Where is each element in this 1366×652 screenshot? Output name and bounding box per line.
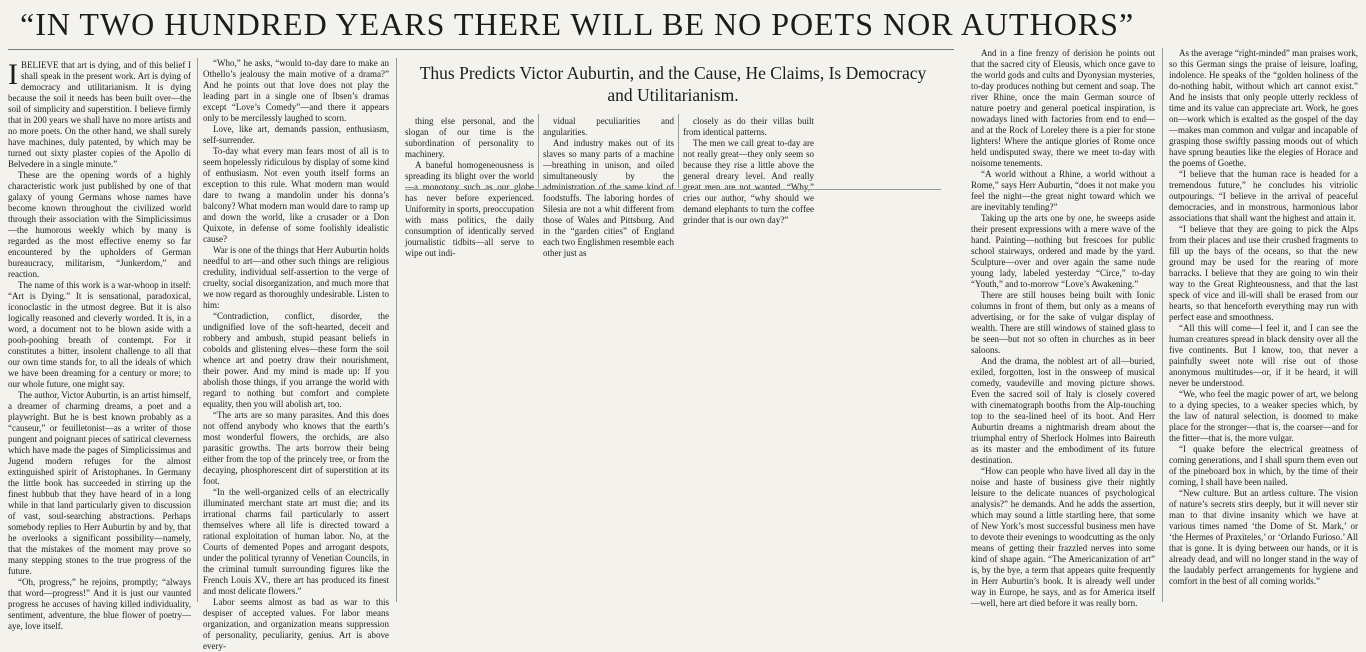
article-column-7 xyxy=(1169,48,1358,602)
paragraph: “Oh, progress,” he rejoins, promptly; “always that word—progress!” And it is just our vaunted progress he accuses of having killed individuality, sentiment, adventure, the blue flower of poetry—aye, love itself. xyxy=(8,577,191,631)
column-rule xyxy=(538,114,539,188)
column-rule xyxy=(678,114,679,188)
article-column-1 xyxy=(8,58,191,631)
paragraph: War is one of the things that Herr Auburtin holds needful to art—and other such things are religious credulity, individual self-assertion to the verge of cruelty, social disorganization, and much more that we now regard as thoroughly undesirable. Listen to him: xyxy=(203,245,389,310)
paragraph: “How can people who have lived all day in the noise and haste of business give their nightly leisure to the delicate nuances of psychological analysis?” he demands. And he adds the assertion, which may sound a little startling here, that some of New York’s most successful business men have to devote their evenings to woodcutting as the only means of getting their frazzled nerves into some kind of shape again. “The Americanization of art” is, by the bye, a term that appears quite frequently in Herr Auburtin’s book. It is already well under way in Europe, he says, and as for America itself—well, here art died before it was really born. xyxy=(971,466,1155,608)
paragraph: There are still houses being built with Ionic columns in front of them, but only as a means of advertising, or for the sake of vulgar display of wealth. There are still windows of stained glass to be seen—but not so often in churches as in beer saloons. xyxy=(971,290,1155,355)
drop-cap: I xyxy=(8,58,18,91)
lead-paragraph xyxy=(8,60,191,170)
article-column-4 xyxy=(543,116,674,258)
paragraph: “In the well-organized cells of an electrically illuminated merchant state art must die; and its irrational charms fail particularly to assert themselves where all life is directed toward a rational exploitation of human labor. No, at the Courts of demented Popes and arrogant despots, under the political tyranny of Venetian Councils, in the criminal tumult surrounding figures like the French Louis XV., there art has produced its finest and most delicate flowers.” xyxy=(203,487,389,596)
article-column-5 xyxy=(683,116,814,225)
subheadline: Thus Predicts Victor Auburtin, and the Cause, He Claims, Is Democracy and Utilitarianism. xyxy=(419,63,927,105)
paragraph: The author, Victor Auburtin, is an artist himself, a dreamer of charming dreams, a poet and a playwright. But he is best known probably as a “causeur,” or feuilletonist—as a writer of those pungent and poignant pieces of satirical cleverness which have made the pages of Simplicissimus and Jugend modern refuges for the almost extinguished spirit of Aristophanes. In Germany the little book has succeeded in stirring up the finest hubbub that they have heard of in a long while in that land particularly given to discussion of vast, soul-searching abstractions. Perhaps somebody replies to Herr Auburtin by and by, that he overlooks a significant possibility—namely, that the mistakes of the moment may prove so many stepping stones to the true progress of the future. xyxy=(8,390,191,576)
paragraph: Love, like art, demands passion, enthusiasm, self-surrender. xyxy=(203,124,389,145)
paragraph: As the average “right-minded” man praises work, so this German sings the praise of leisure, loafing, indolence. He speaks of the “golden holiness of the do-nothing habit, without which art cannot exist.” And he insists that only people utterly reckless of time and its value can appreciate art. Work, he goes on—work which is exalted as the gospel of the day—makes man common and vulgar and incapable of grasping those swiftly passing moods out of which have sprung beauties like the elegies of Horace and the poems of Goethe. xyxy=(1169,48,1358,168)
article-column-2 xyxy=(203,58,389,651)
article-column-3 xyxy=(405,116,534,258)
paragraph: vidual peculiarities and angularities. xyxy=(543,116,674,137)
paragraph: “All this will come—I feel it, and I can see the human creatures spread in black density over all the five continents. But I know, too, that never a painfully sweet note will rise out of those anonymous multitudes—or, if it be heard, it will never be understood. xyxy=(1169,323,1358,388)
paragraph: Labor seems almost as bad as war to this despiser of accepted values. For labor means organization, and organization means suppression of personality, peculiarity, genius. Art is above every- xyxy=(203,597,389,651)
lead-text: BELIEVE that art is dying, and of this belief I shall speak in the present work. Art is dying of democracy and utilitarianism. It is dying because the soil it needs has been built over—the soil of simplicity and superstition. I believe firmly that in 200 years we shall have no more artists and no more poets. On the other hand, we shall surely have machines, duly patented, by which may be turned out sixty plaster copies of the Apollo di Belvedere in a single minute.” xyxy=(8,60,191,169)
column-rule xyxy=(1162,48,1163,602)
paragraph: And industry makes out of its slaves so many parts of a machine—breathing in unison, and oiled simultaneously by the administration of the same kind of foodstuffs. The laboring hordes of Silesia are not a whit different from those of Wales and Pittsburg. And in the “garden cities” of England each two Englishmen resemble each other just as xyxy=(543,138,674,258)
headline: “IN TWO HUNDRED YEARS THERE WILL BE NO POETS NOR AUTHORS” xyxy=(20,6,1135,42)
paragraph: “I believe that they are going to pick the Alps from their places and use their crushed fragments to fill up the bays of the oceans, so that the new ground may be used for the rearing of more barracks. I believe that they are going to win their way to the Great Righteousness, and that the last speck of vice and ill-will shall be erased from our hearts, so that henceforth everything may run with perfect ease and smoothness. xyxy=(1169,224,1358,322)
section-rule xyxy=(405,189,941,190)
column-rule xyxy=(396,58,397,602)
paragraph: closely as do their villas built from identical patterns. xyxy=(683,116,814,137)
paragraph: “A world without a Rhine, a world without a Rome,” says Herr Auburtin, “does it not make you feel the night—the great night toward which we are inevitably tending?” xyxy=(971,169,1155,212)
paragraph: “We, who feel the magic power of art, we belong to a dying species, to a weaker species which, by the law of natural selection, is doomed to make place for the stronger—that is, the coarser—and for the fitter—that is, the more vulgar. xyxy=(1169,389,1358,443)
paragraph: A baneful homogeneousness is spreading its blight over the world—a monotony such as our globe has never before experienced. Uniformity in sports, preoccupation with mass politics, the daily consumption of identically served journalistic tidbits—all serve to wipe out indi- xyxy=(405,160,534,258)
paragraph: “I believe that the human race is headed for a tremendous future,” he concludes his vitriolic outpourings. “I believe in the arrival of peaceful democracies, and in monstrous, harmonious labor associations that shall want the highest and attain it. xyxy=(1169,169,1358,223)
headline-rule xyxy=(8,49,954,50)
article-column-6 xyxy=(971,48,1155,608)
paragraph: “Contradiction, conflict, disorder, the undignified love of the soft-hearted, deceit and robbery and ambush, stupid peasant beliefs in cobolds and glistening elves—these form the soil whence art and poetry draw their nourishment, their power. And my mind is made up: If you abolish those things, if you arrange the world with regard to nothing but comfort and complete equality, then you will abolish art, too. xyxy=(203,311,389,409)
paragraph: “I quake before the electrical greatness of coming generations, and I shall spurn them even out of the pineboard box in which, by the time of their coming, I shall have been nailed. xyxy=(1169,444,1358,487)
paragraph: To-day what every man fears most of all is to seem hopelessly ridiculous by display of some kind of enthusiasm. Not even youth itself forms an exception to this rule. What modern man would dare to twang a mandolin under his donna’s balcony? What modern man would dare to ramp up and down the world, like a crusader or a Don Quixote, in defense of some foolishly idealistic cause? xyxy=(203,146,389,244)
paragraph: The name of this work is a war-whoop in itself: “Art is Dying.” It is sensational, paradoxical, iconoclastic in the utmost degree. But it is also logically reasoned and cleverly worded. It is, in a word, a document not to be blown aside with a pooh-poohing breath of contempt. For it constitutes a bitter, insolent challenge to all that our own time stands for, to all the ideals of which we have been dreaming for a century or more; to our whole future, one might say. xyxy=(8,280,191,389)
paragraph: thing else personal, and the slogan of our time is the subordination of personality to machinery. xyxy=(405,116,534,159)
paragraph: The men we call great to-day are not really great—they only seem so because they rise a little above the general dreary level. And really great men are not wanted. “Why,” cries our author, “why should we demand elephants to turn the coffee grinder that is our own day?” xyxy=(683,138,814,225)
paragraph: These are the opening words of a highly characteristic work just published by one of that galaxy of young Germans whose names have become known throughout the civilized world through their association with the Simplicissimus—the humorous weekly which by many is regarded as the most effective enemy so far encountered by the upholders of German bureaucracy, militarism, “Junkerdom,” and reaction. xyxy=(8,170,191,279)
paragraph: And the drama, the noblest art of all—buried, exiled, forgotten, lost in the onsweep of musical comedy, vaudeville and moving picture shows. Even the sacred soil of Italy is closely covered with cinematograph booths from the Alp-touching top to the sea-lined heel of its boot. And Herr Auburtin dreams a nightmarish dream about the triumphal entry of Sherlock Holmes into Baireuth as its master and the embodiment of its future destination. xyxy=(971,356,1155,465)
paragraph: Taking up the arts one by one, he sweeps aside their present expressions with a mere wave of the hand. Painting—nothing but frescoes for public school stairways, ordered and made by the yard. Sculpture—over and over again the same nude young lady, labeled yesterday “Circe,” to-day “Youth,” and to-morrow “Love’s Awakening.” xyxy=(971,213,1155,289)
paragraph: And in a fine frenzy of derision he points out that the sacred city of Eleusis, which once gave to the world gods and cults and Dyonysian mysteries, to-day produces nothing but cement and soap. The river Rhine, once the main German source of nature poetry and general poetical inspiration, is nowadays lined with factories from end to end—and at the Rock of Loreley there is a pier for stone lighters! Where the antique glories of Rome once held undisputed sway, there we meet to-day with noisome tenements. xyxy=(971,48,1155,168)
paragraph: “New culture. But an artless culture. The vision of nature’s secrets stirs deeply, but it will never stir man to that divine insanity which we have at various times named ‘the Dome of St. Mark,’ or ‘the Hermes of Praxiteles,’ or ‘Orlando Furioso.’ All that is gone. It is dying between our hands, or it is already dead, and will no longer stand in the way of the laudably perfect arrangements for hygiene and comfort in the best of all coming worlds.” xyxy=(1169,488,1358,586)
column-rule xyxy=(197,58,198,602)
paragraph: “Who,” he asks, “would to-day dare to make an Othello’s jealousy the main motive of a drama?” And he points out that love does not play the leading part in a single one of Ibsen’s dramas except “Love’s Comedy”—and there it appears only to be mercilessly laughed to scorn. xyxy=(203,58,389,123)
paragraph: “The arts are so many parasites. And this does not offend anybody who knows that the earth’s most wonderful flowers, the orchids, are also parasitic growths. The arts borrow their being either from the top of the princely tree, or from the decaying, phosphorescent dirt of superstition at its foot. xyxy=(203,410,389,486)
